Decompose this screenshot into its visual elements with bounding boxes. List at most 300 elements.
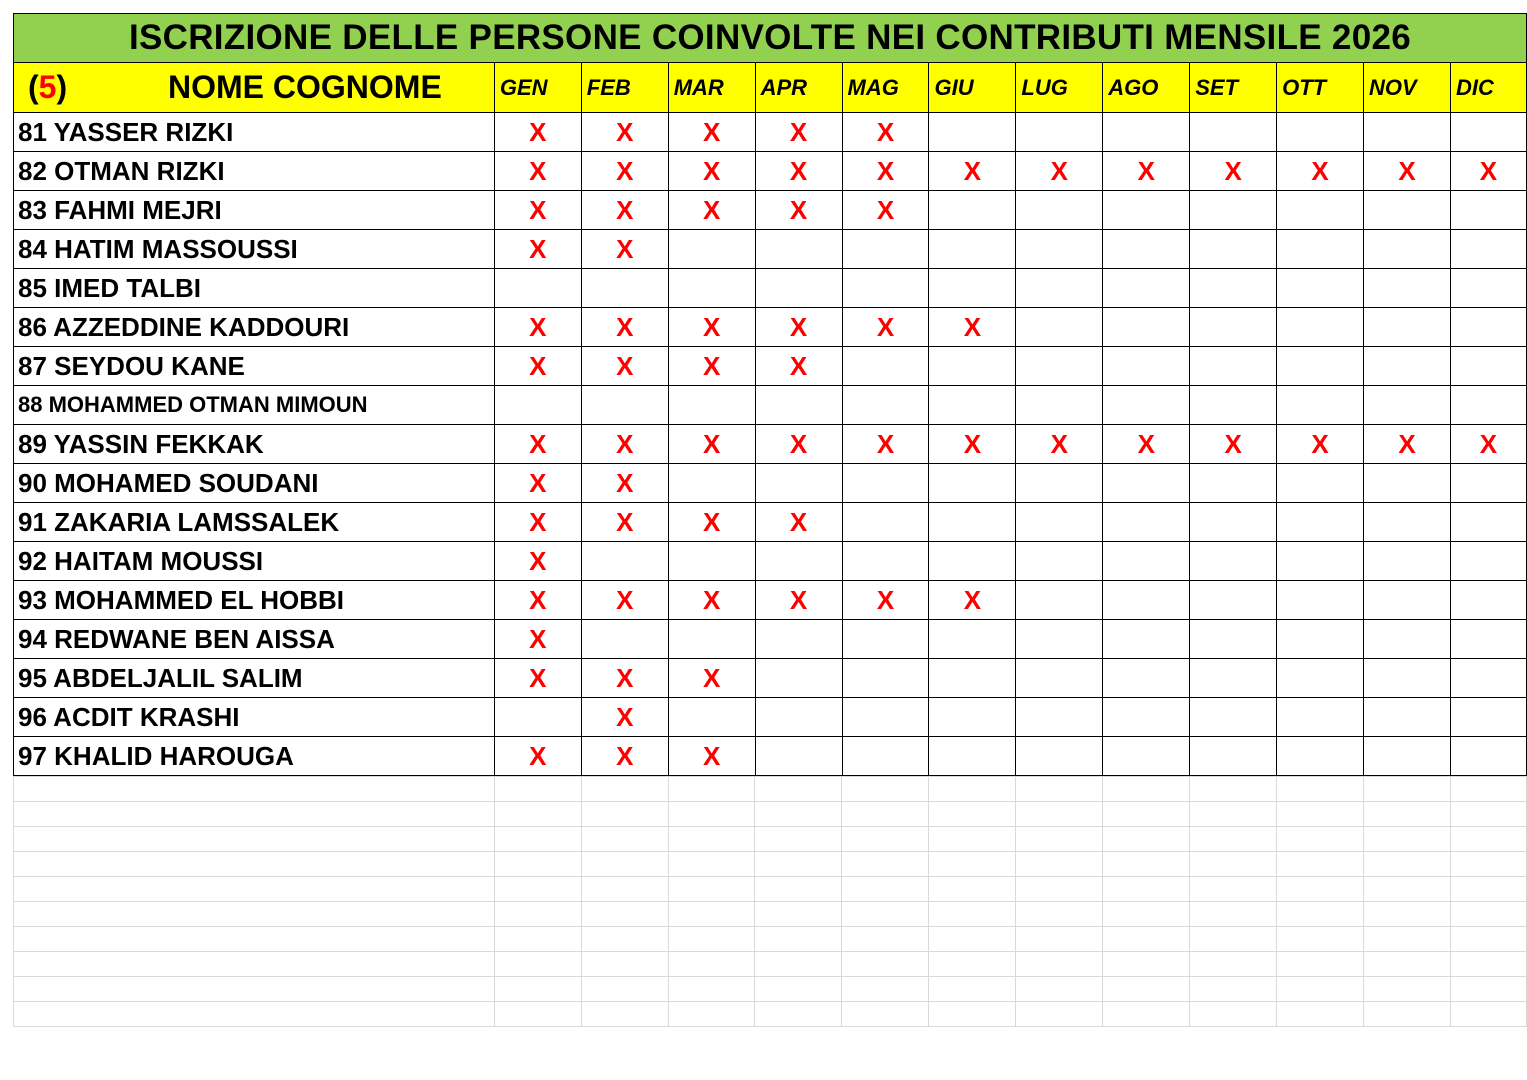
empty-cell[interactable] bbox=[668, 877, 755, 902]
month-cell-giu[interactable] bbox=[929, 425, 1016, 464]
empty-cell[interactable] bbox=[14, 902, 495, 927]
month-cell-mar[interactable] bbox=[668, 581, 755, 620]
month-cell-ott[interactable] bbox=[1277, 191, 1364, 230]
member-name-cell[interactable]: 88 MOHAMMED OTMAN MIMOUN bbox=[14, 386, 495, 425]
month-cell-lug[interactable] bbox=[1016, 152, 1103, 191]
month-cell-apr[interactable] bbox=[755, 620, 842, 659]
month-cell-ott[interactable] bbox=[1277, 308, 1364, 347]
empty-cell[interactable] bbox=[1016, 952, 1103, 977]
empty-cell[interactable] bbox=[668, 802, 755, 827]
month-cell-mag[interactable] bbox=[842, 503, 929, 542]
empty-cell[interactable] bbox=[1103, 877, 1190, 902]
month-cell-mar[interactable] bbox=[668, 503, 755, 542]
empty-cell[interactable] bbox=[1190, 902, 1277, 927]
empty-cell[interactable] bbox=[581, 952, 668, 977]
month-cell-lug[interactable] bbox=[1016, 620, 1103, 659]
month-header-gen[interactable]: GEN bbox=[494, 63, 581, 113]
month-cell-ott[interactable] bbox=[1277, 425, 1364, 464]
month-cell-lug[interactable] bbox=[1016, 581, 1103, 620]
empty-cell[interactable] bbox=[842, 927, 929, 952]
month-cell-ago[interactable] bbox=[1103, 113, 1190, 152]
empty-cell[interactable] bbox=[1103, 952, 1190, 977]
month-cell-apr[interactable] bbox=[755, 191, 842, 230]
sheet-title[interactable]: ISCRIZIONE DELLE PERSONE COINVOLTE NEI CONTRIBUTI MENSILE 2026 bbox=[14, 14, 1527, 63]
month-cell-ago[interactable] bbox=[1103, 581, 1190, 620]
month-cell-lug[interactable] bbox=[1016, 308, 1103, 347]
month-cell-apr[interactable] bbox=[755, 542, 842, 581]
empty-cell[interactable] bbox=[842, 977, 929, 1002]
empty-cell[interactable] bbox=[1103, 852, 1190, 877]
empty-cell[interactable] bbox=[1016, 927, 1103, 952]
month-cell-ago[interactable] bbox=[1103, 347, 1190, 386]
month-cell-ott[interactable] bbox=[1277, 230, 1364, 269]
empty-cell[interactable] bbox=[929, 877, 1016, 902]
month-cell-dic[interactable] bbox=[1450, 113, 1526, 152]
empty-cell[interactable] bbox=[842, 777, 929, 802]
month-cell-lug[interactable] bbox=[1016, 269, 1103, 308]
empty-cell[interactable] bbox=[494, 777, 581, 802]
month-cell-ott[interactable] bbox=[1277, 503, 1364, 542]
empty-cell[interactable] bbox=[842, 802, 929, 827]
month-cell-mar[interactable] bbox=[668, 269, 755, 308]
month-cell-nov[interactable] bbox=[1364, 191, 1451, 230]
month-cell-apr[interactable] bbox=[755, 308, 842, 347]
member-name-cell[interactable]: 83 FAHMI MEJRI bbox=[14, 191, 495, 230]
empty-cell[interactable] bbox=[929, 852, 1016, 877]
month-cell-lug[interactable] bbox=[1016, 230, 1103, 269]
month-cell-giu[interactable] bbox=[929, 503, 1016, 542]
empty-cell[interactable] bbox=[1190, 852, 1277, 877]
month-cell-dic[interactable] bbox=[1450, 503, 1526, 542]
empty-cell[interactable] bbox=[14, 777, 495, 802]
empty-cell[interactable] bbox=[1103, 927, 1190, 952]
month-cell-ott[interactable] bbox=[1277, 620, 1364, 659]
month-cell-gen[interactable] bbox=[494, 659, 581, 698]
month-cell-apr[interactable] bbox=[755, 464, 842, 503]
empty-cell[interactable] bbox=[755, 852, 842, 877]
month-cell-set[interactable] bbox=[1190, 308, 1277, 347]
month-cell-ago[interactable] bbox=[1103, 620, 1190, 659]
month-cell-mar[interactable] bbox=[668, 659, 755, 698]
month-cell-nov[interactable] bbox=[1364, 152, 1451, 191]
empty-cell[interactable] bbox=[1277, 877, 1364, 902]
month-cell-apr[interactable] bbox=[755, 386, 842, 425]
month-cell-set[interactable] bbox=[1190, 152, 1277, 191]
empty-cell[interactable] bbox=[1103, 902, 1190, 927]
month-cell-nov[interactable] bbox=[1364, 269, 1451, 308]
month-cell-dic[interactable] bbox=[1450, 620, 1526, 659]
month-cell-giu[interactable] bbox=[929, 620, 1016, 659]
month-cell-lug[interactable] bbox=[1016, 542, 1103, 581]
empty-cell[interactable] bbox=[1450, 1002, 1526, 1027]
month-cell-ott[interactable] bbox=[1277, 269, 1364, 308]
empty-cell[interactable] bbox=[842, 952, 929, 977]
month-cell-gen[interactable] bbox=[494, 230, 581, 269]
month-cell-apr[interactable] bbox=[755, 113, 842, 152]
empty-cell[interactable] bbox=[1016, 802, 1103, 827]
month-cell-ago[interactable] bbox=[1103, 425, 1190, 464]
month-cell-dic[interactable] bbox=[1450, 230, 1526, 269]
month-cell-mag[interactable] bbox=[842, 386, 929, 425]
empty-cell[interactable] bbox=[755, 977, 842, 1002]
month-cell-apr[interactable] bbox=[755, 269, 842, 308]
month-cell-mar[interactable] bbox=[668, 386, 755, 425]
month-cell-ott[interactable] bbox=[1277, 152, 1364, 191]
member-name-cell[interactable]: 90 MOHAMED SOUDANI bbox=[14, 464, 495, 503]
month-cell-giu[interactable] bbox=[929, 737, 1016, 776]
month-header-mag[interactable]: MAG bbox=[842, 63, 929, 113]
month-cell-dic[interactable] bbox=[1450, 464, 1526, 503]
empty-cell[interactable] bbox=[1190, 877, 1277, 902]
month-cell-nov[interactable] bbox=[1364, 230, 1451, 269]
empty-cell[interactable] bbox=[1016, 1002, 1103, 1027]
empty-cell[interactable] bbox=[668, 777, 755, 802]
empty-cell[interactable] bbox=[929, 902, 1016, 927]
month-cell-lug[interactable] bbox=[1016, 464, 1103, 503]
month-cell-gen[interactable] bbox=[494, 269, 581, 308]
month-cell-set[interactable] bbox=[1190, 698, 1277, 737]
month-cell-giu[interactable] bbox=[929, 152, 1016, 191]
empty-cell[interactable] bbox=[1364, 852, 1451, 877]
month-cell-ago[interactable] bbox=[1103, 542, 1190, 581]
empty-cell[interactable] bbox=[494, 802, 581, 827]
empty-cell[interactable] bbox=[668, 927, 755, 952]
month-cell-set[interactable] bbox=[1190, 425, 1277, 464]
month-cell-feb[interactable] bbox=[581, 542, 668, 581]
month-cell-mag[interactable] bbox=[842, 659, 929, 698]
month-header-lug[interactable]: LUG bbox=[1016, 63, 1103, 113]
month-cell-giu[interactable] bbox=[929, 113, 1016, 152]
month-cell-set[interactable] bbox=[1190, 659, 1277, 698]
empty-cell[interactable] bbox=[1450, 777, 1526, 802]
empty-cell[interactable] bbox=[929, 802, 1016, 827]
month-cell-lug[interactable] bbox=[1016, 503, 1103, 542]
month-cell-nov[interactable] bbox=[1364, 542, 1451, 581]
month-cell-set[interactable] bbox=[1190, 620, 1277, 659]
member-name-cell[interactable]: 85 IMED TALBI bbox=[14, 269, 495, 308]
empty-cell[interactable] bbox=[1103, 977, 1190, 1002]
month-cell-ago[interactable] bbox=[1103, 308, 1190, 347]
month-cell-mar[interactable] bbox=[668, 620, 755, 659]
empty-cell[interactable] bbox=[1364, 1002, 1451, 1027]
month-cell-lug[interactable] bbox=[1016, 659, 1103, 698]
month-cell-mag[interactable] bbox=[842, 737, 929, 776]
empty-cell[interactable] bbox=[1277, 802, 1364, 827]
month-cell-gen[interactable] bbox=[494, 737, 581, 776]
empty-cell[interactable] bbox=[1190, 1002, 1277, 1027]
month-cell-dic[interactable] bbox=[1450, 386, 1526, 425]
month-cell-dic[interactable] bbox=[1450, 698, 1526, 737]
empty-cell[interactable] bbox=[1364, 977, 1451, 1002]
month-cell-ago[interactable] bbox=[1103, 191, 1190, 230]
empty-cell[interactable] bbox=[668, 977, 755, 1002]
empty-cell[interactable] bbox=[1364, 952, 1451, 977]
month-cell-mag[interactable] bbox=[842, 542, 929, 581]
month-cell-gen[interactable] bbox=[494, 386, 581, 425]
month-cell-ott[interactable] bbox=[1277, 347, 1364, 386]
month-header-nov[interactable]: NOV bbox=[1364, 63, 1451, 113]
month-cell-ago[interactable] bbox=[1103, 230, 1190, 269]
empty-cell[interactable] bbox=[755, 952, 842, 977]
empty-cell[interactable] bbox=[1190, 977, 1277, 1002]
month-cell-nov[interactable] bbox=[1364, 386, 1451, 425]
empty-cell[interactable] bbox=[1190, 827, 1277, 852]
month-cell-apr[interactable] bbox=[755, 503, 842, 542]
month-cell-feb[interactable] bbox=[581, 659, 668, 698]
month-cell-mag[interactable] bbox=[842, 425, 929, 464]
month-cell-giu[interactable] bbox=[929, 191, 1016, 230]
month-cell-ott[interactable] bbox=[1277, 737, 1364, 776]
month-cell-feb[interactable] bbox=[581, 737, 668, 776]
month-cell-nov[interactable] bbox=[1364, 503, 1451, 542]
month-cell-dic[interactable] bbox=[1450, 737, 1526, 776]
month-cell-gen[interactable] bbox=[494, 542, 581, 581]
month-cell-ott[interactable] bbox=[1277, 113, 1364, 152]
empty-cell[interactable] bbox=[668, 952, 755, 977]
empty-cell[interactable] bbox=[1450, 952, 1526, 977]
member-name-cell[interactable]: 94 REDWANE BEN AISSA bbox=[14, 620, 495, 659]
month-cell-mag[interactable] bbox=[842, 464, 929, 503]
empty-cell[interactable] bbox=[842, 852, 929, 877]
month-cell-ago[interactable] bbox=[1103, 659, 1190, 698]
month-cell-set[interactable] bbox=[1190, 503, 1277, 542]
month-cell-ott[interactable] bbox=[1277, 659, 1364, 698]
empty-cell[interactable] bbox=[1277, 952, 1364, 977]
month-cell-ott[interactable] bbox=[1277, 698, 1364, 737]
empty-cell[interactable] bbox=[1016, 777, 1103, 802]
empty-cell[interactable] bbox=[1450, 977, 1526, 1002]
month-cell-mar[interactable] bbox=[668, 191, 755, 230]
month-cell-apr[interactable] bbox=[755, 659, 842, 698]
empty-cell[interactable] bbox=[14, 1002, 495, 1027]
empty-cell[interactable] bbox=[668, 827, 755, 852]
empty-cell[interactable] bbox=[494, 902, 581, 927]
month-header-mar[interactable]: MAR bbox=[668, 63, 755, 113]
month-cell-dic[interactable] bbox=[1450, 347, 1526, 386]
month-cell-nov[interactable] bbox=[1364, 347, 1451, 386]
empty-cell[interactable] bbox=[1450, 877, 1526, 902]
empty-cell[interactable] bbox=[755, 877, 842, 902]
month-cell-ago[interactable] bbox=[1103, 152, 1190, 191]
month-cell-feb[interactable] bbox=[581, 308, 668, 347]
month-cell-feb[interactable] bbox=[581, 113, 668, 152]
month-cell-dic[interactable] bbox=[1450, 542, 1526, 581]
month-cell-mag[interactable] bbox=[842, 230, 929, 269]
month-cell-giu[interactable] bbox=[929, 386, 1016, 425]
empty-cell[interactable] bbox=[1450, 827, 1526, 852]
empty-cell[interactable] bbox=[842, 1002, 929, 1027]
empty-cell[interactable] bbox=[1016, 827, 1103, 852]
empty-cell[interactable] bbox=[755, 802, 842, 827]
month-cell-mag[interactable] bbox=[842, 581, 929, 620]
member-name-cell[interactable]: 82 OTMAN RIZKI bbox=[14, 152, 495, 191]
month-cell-ago[interactable] bbox=[1103, 464, 1190, 503]
empty-cell[interactable] bbox=[14, 952, 495, 977]
month-cell-feb[interactable] bbox=[581, 464, 668, 503]
month-cell-gen[interactable] bbox=[494, 698, 581, 737]
month-cell-mar[interactable] bbox=[668, 230, 755, 269]
month-cell-mag[interactable] bbox=[842, 347, 929, 386]
member-name-cell[interactable]: 97 KHALID HAROUGA bbox=[14, 737, 495, 776]
month-cell-giu[interactable] bbox=[929, 581, 1016, 620]
member-name-cell[interactable]: 86 AZZEDDINE KADDOURI bbox=[14, 308, 495, 347]
month-cell-dic[interactable] bbox=[1450, 308, 1526, 347]
month-cell-nov[interactable] bbox=[1364, 698, 1451, 737]
empty-cell[interactable] bbox=[1190, 927, 1277, 952]
member-name-cell[interactable]: 96 ACDIT KRASHI bbox=[14, 698, 495, 737]
member-name-cell[interactable]: 84 HATIM MASSOUSSI bbox=[14, 230, 495, 269]
empty-cell[interactable] bbox=[929, 977, 1016, 1002]
empty-cell[interactable] bbox=[1277, 927, 1364, 952]
empty-cell[interactable] bbox=[581, 827, 668, 852]
month-cell-feb[interactable] bbox=[581, 425, 668, 464]
empty-cell[interactable] bbox=[494, 952, 581, 977]
month-cell-nov[interactable] bbox=[1364, 425, 1451, 464]
month-header-giu[interactable]: GIU bbox=[929, 63, 1016, 113]
empty-cell[interactable] bbox=[14, 877, 495, 902]
month-cell-gen[interactable] bbox=[494, 503, 581, 542]
empty-cell[interactable] bbox=[929, 952, 1016, 977]
member-name-cell[interactable]: 87 SEYDOU KANE bbox=[14, 347, 495, 386]
empty-cell[interactable] bbox=[842, 877, 929, 902]
empty-cell[interactable] bbox=[1364, 902, 1451, 927]
empty-cell[interactable] bbox=[1277, 902, 1364, 927]
month-cell-mar[interactable] bbox=[668, 425, 755, 464]
month-cell-mar[interactable] bbox=[668, 464, 755, 503]
empty-cell[interactable] bbox=[1450, 802, 1526, 827]
month-cell-dic[interactable] bbox=[1450, 425, 1526, 464]
month-cell-dic[interactable] bbox=[1450, 152, 1526, 191]
month-cell-mag[interactable] bbox=[842, 113, 929, 152]
empty-cell[interactable] bbox=[1103, 1002, 1190, 1027]
month-cell-mag[interactable] bbox=[842, 698, 929, 737]
month-cell-giu[interactable] bbox=[929, 698, 1016, 737]
month-cell-mag[interactable] bbox=[842, 269, 929, 308]
empty-cell[interactable] bbox=[581, 802, 668, 827]
empty-cell[interactable] bbox=[842, 902, 929, 927]
empty-cell[interactable] bbox=[755, 827, 842, 852]
name-column-header[interactable] bbox=[14, 63, 495, 113]
month-header-ago[interactable]: AGO bbox=[1103, 63, 1190, 113]
empty-cell[interactable] bbox=[755, 927, 842, 952]
empty-cell[interactable] bbox=[929, 927, 1016, 952]
month-cell-apr[interactable] bbox=[755, 152, 842, 191]
empty-cell[interactable] bbox=[14, 927, 495, 952]
month-cell-set[interactable] bbox=[1190, 191, 1277, 230]
empty-cell[interactable] bbox=[1277, 827, 1364, 852]
month-header-set[interactable]: SET bbox=[1190, 63, 1277, 113]
empty-cell[interactable] bbox=[1190, 952, 1277, 977]
member-name-cell[interactable]: 89 YASSIN FEKKAK bbox=[14, 425, 495, 464]
empty-cell[interactable] bbox=[668, 852, 755, 877]
empty-cell[interactable] bbox=[1016, 852, 1103, 877]
month-header-dic[interactable]: DIC bbox=[1450, 63, 1526, 113]
empty-cell[interactable] bbox=[14, 827, 495, 852]
month-cell-giu[interactable] bbox=[929, 542, 1016, 581]
member-name-cell[interactable]: 92 HAITAM MOUSSI bbox=[14, 542, 495, 581]
month-cell-feb[interactable] bbox=[581, 386, 668, 425]
month-cell-mar[interactable] bbox=[668, 152, 755, 191]
empty-cell[interactable] bbox=[581, 777, 668, 802]
month-cell-set[interactable] bbox=[1190, 737, 1277, 776]
empty-cell[interactable] bbox=[1364, 802, 1451, 827]
member-name-cell[interactable]: 95 ABDELJALIL SALIM bbox=[14, 659, 495, 698]
empty-cell[interactable] bbox=[1277, 852, 1364, 877]
month-header-feb[interactable]: FEB bbox=[581, 63, 668, 113]
month-cell-ott[interactable] bbox=[1277, 386, 1364, 425]
month-cell-set[interactable] bbox=[1190, 113, 1277, 152]
empty-cell[interactable] bbox=[14, 852, 495, 877]
empty-cell[interactable] bbox=[1277, 777, 1364, 802]
month-cell-feb[interactable] bbox=[581, 230, 668, 269]
empty-cell[interactable] bbox=[1364, 827, 1451, 852]
month-cell-ago[interactable] bbox=[1103, 269, 1190, 308]
month-cell-apr[interactable] bbox=[755, 737, 842, 776]
month-cell-giu[interactable] bbox=[929, 464, 1016, 503]
member-name-cell[interactable]: 93 MOHAMMED EL HOBBI bbox=[14, 581, 495, 620]
empty-cell[interactable] bbox=[494, 877, 581, 902]
empty-cell[interactable] bbox=[1190, 777, 1277, 802]
month-cell-ago[interactable] bbox=[1103, 737, 1190, 776]
month-cell-gen[interactable] bbox=[494, 113, 581, 152]
empty-cell[interactable] bbox=[1103, 777, 1190, 802]
month-cell-giu[interactable] bbox=[929, 347, 1016, 386]
month-cell-mar[interactable] bbox=[668, 347, 755, 386]
empty-cell[interactable] bbox=[1364, 777, 1451, 802]
month-cell-ott[interactable] bbox=[1277, 542, 1364, 581]
empty-cell[interactable] bbox=[494, 1002, 581, 1027]
month-cell-giu[interactable] bbox=[929, 269, 1016, 308]
month-cell-mag[interactable] bbox=[842, 620, 929, 659]
month-cell-nov[interactable] bbox=[1364, 308, 1451, 347]
empty-cell[interactable] bbox=[755, 902, 842, 927]
empty-cell[interactable] bbox=[1190, 802, 1277, 827]
month-cell-set[interactable] bbox=[1190, 386, 1277, 425]
month-cell-lug[interactable] bbox=[1016, 347, 1103, 386]
empty-cell[interactable] bbox=[1277, 977, 1364, 1002]
month-cell-apr[interactable] bbox=[755, 698, 842, 737]
empty-cell[interactable] bbox=[1450, 927, 1526, 952]
month-cell-lug[interactable] bbox=[1016, 191, 1103, 230]
empty-cell[interactable] bbox=[494, 827, 581, 852]
month-cell-mar[interactable] bbox=[668, 698, 755, 737]
empty-cell[interactable] bbox=[668, 1002, 755, 1027]
month-cell-mar[interactable] bbox=[668, 737, 755, 776]
month-cell-lug[interactable] bbox=[1016, 386, 1103, 425]
empty-cell[interactable] bbox=[581, 902, 668, 927]
month-cell-gen[interactable] bbox=[494, 620, 581, 659]
month-cell-set[interactable] bbox=[1190, 542, 1277, 581]
month-cell-mar[interactable] bbox=[668, 308, 755, 347]
month-cell-apr[interactable] bbox=[755, 581, 842, 620]
empty-cell[interactable] bbox=[581, 977, 668, 1002]
month-cell-nov[interactable] bbox=[1364, 659, 1451, 698]
month-cell-ago[interactable] bbox=[1103, 386, 1190, 425]
month-cell-mag[interactable] bbox=[842, 191, 929, 230]
month-cell-apr[interactable] bbox=[755, 230, 842, 269]
month-cell-apr[interactable] bbox=[755, 347, 842, 386]
month-cell-feb[interactable] bbox=[581, 269, 668, 308]
month-cell-set[interactable] bbox=[1190, 230, 1277, 269]
month-cell-dic[interactable] bbox=[1450, 659, 1526, 698]
month-cell-set[interactable] bbox=[1190, 347, 1277, 386]
month-header-apr[interactable]: APR bbox=[755, 63, 842, 113]
month-cell-set[interactable] bbox=[1190, 581, 1277, 620]
month-cell-giu[interactable] bbox=[929, 308, 1016, 347]
empty-cell[interactable] bbox=[1103, 827, 1190, 852]
empty-cell[interactable] bbox=[1277, 1002, 1364, 1027]
month-cell-feb[interactable] bbox=[581, 581, 668, 620]
